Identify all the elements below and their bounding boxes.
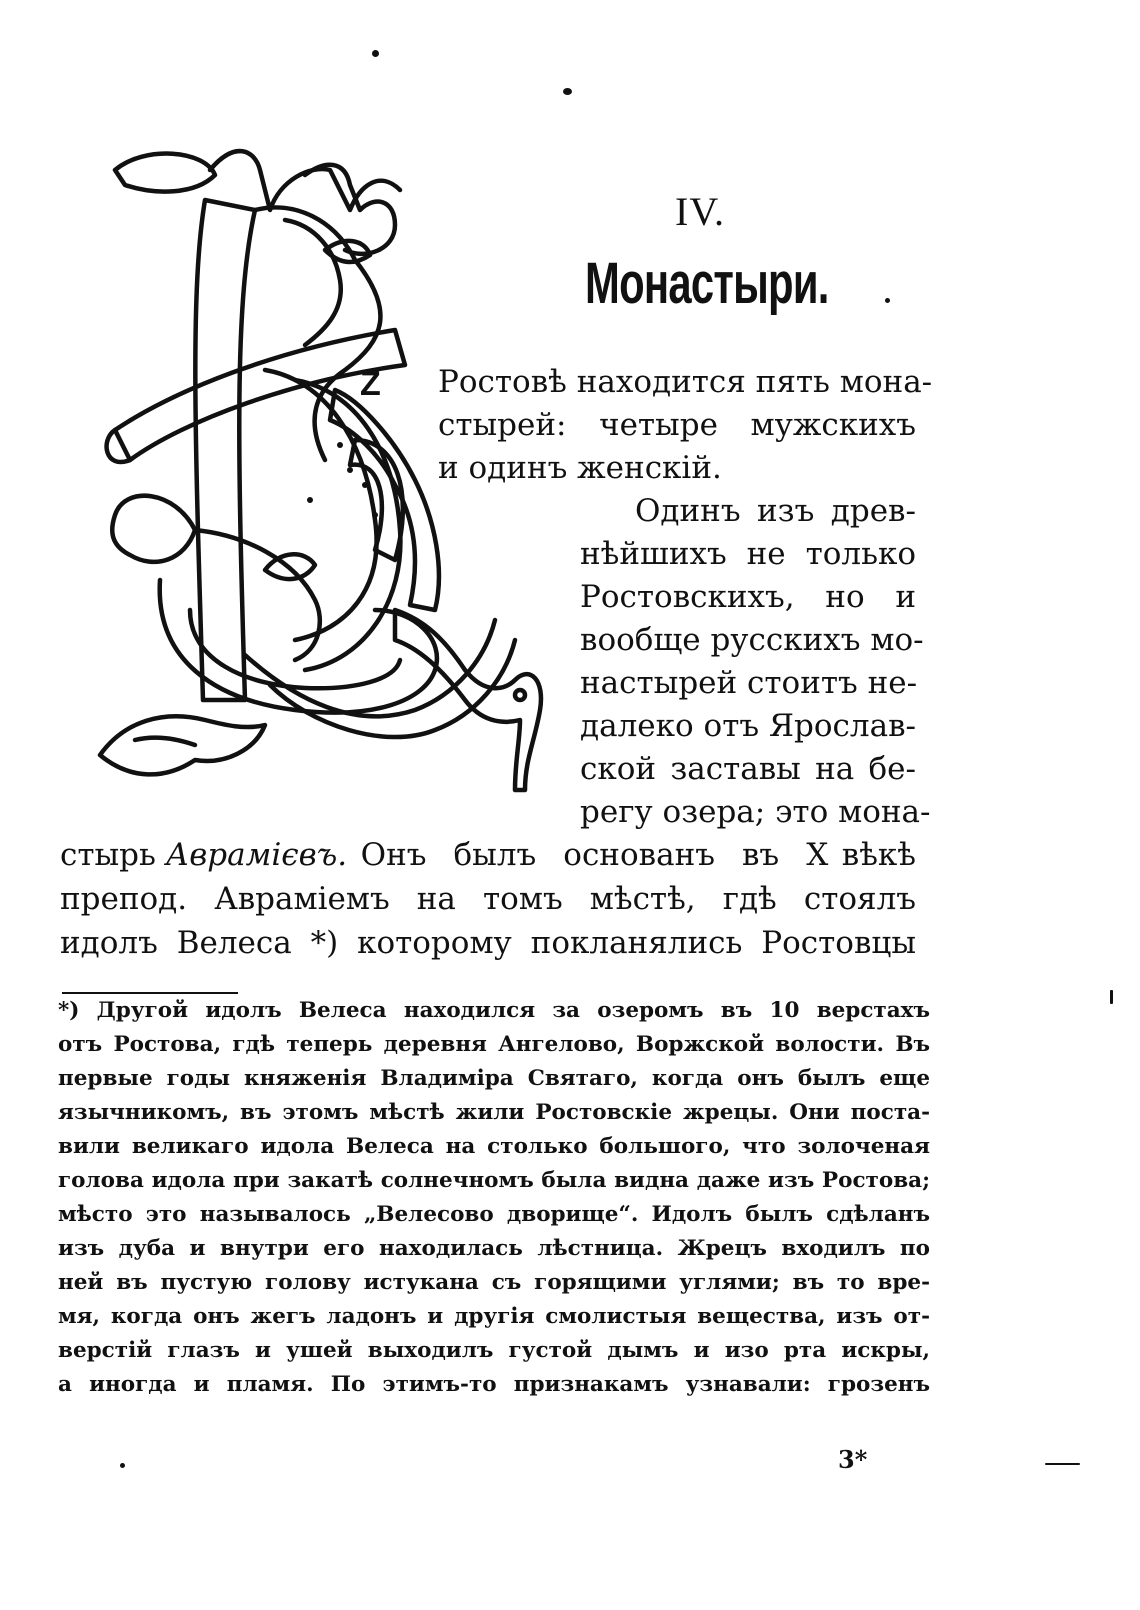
body-line: нѣйшихъ не только [580,536,916,572]
footnote-line: мѣсто это называлось „Велесово дворище“. Идолъ былъ сдѣланъ [58,1202,930,1227]
footnote-line: верстій глазъ и ушей выходилъ густой дымъ и изо рта искры, [58,1338,930,1363]
footnote-line: мя, когда онъ жегъ ладонъ и другія смолистыя вещества, изъ от- [58,1304,930,1329]
footnote-line: вили великаго идола Велеса на столько большого, что золоченая [58,1134,930,1159]
body-line: настырей стоитъ не- [580,665,918,701]
footnote-line: а иногда и пламя. По этимъ-то признакамъ узнавали: грозенъ [58,1372,930,1397]
scan-speck [120,1463,125,1468]
body-line: и одинъ женскій. [438,450,722,486]
scan-speck [885,298,890,303]
footnote-line: ней въ пустую голову истукана съ горящими углями; въ то вре- [58,1270,930,1295]
footnote-line: изъ дуба и внутри его находилась лѣстница. Жрецъ входилъ по [58,1236,930,1261]
drop-cap-letter: Z [360,365,381,403]
body-line: Ростовѣ находится пять мона- [438,364,933,400]
body-line: вообще русскихъ мо- [580,622,924,658]
body-text-italic: Аврамієвъ. [165,837,348,873]
footnote-line: язычникомъ, въ этомъ мѣстѣ жили Ростовскіе жрецы. Они поста- [58,1100,930,1125]
chapter-number: IV. [675,189,726,234]
body-line: Одинъ изъ древ- [635,493,916,529]
scan-speck [1110,990,1113,1004]
scan-speck [563,88,572,95]
chapter-title: Монастыри. [585,251,829,316]
page-number: 3* [838,1445,868,1474]
footnote-line: отъ Ростова, гдѣ теперь деревня Ангелово, Воржской волости. Въ [58,1032,930,1057]
body-line: регу озера; это мона- [580,794,931,830]
scan-speck [372,50,379,57]
body-text: Онъ былъ основанъ въ X вѣкѣ [347,837,916,873]
footnote-line: первые годы княженія Владиміра Святаго, когда онъ былъ еще [58,1066,930,1091]
body-line: стырей: четыре мужскихъ [438,407,916,443]
body-line: идолъ Велеса *) которому покланялись Ростовцы [60,925,916,961]
footnote-line: голова идола при закатѣ солнечномъ была видна даже изъ Ростова; [58,1168,930,1193]
scan-speck [1045,1463,1080,1465]
footnote-line: *) Другой идолъ Велеса находился за озеромъ въ 10 верстахъ [58,998,930,1023]
body-text: стырь [60,837,166,873]
body-line: Ростовскихъ, но и [580,579,916,615]
body-line: препод. Авраміемъ на томъ мѣстѣ, гдѣ стоялъ [60,881,916,917]
body-line: ской заставы на бе- [580,751,916,787]
footnote-divider [62,992,238,994]
body-line: далеко отъ Ярослав- [580,708,916,744]
body-line [60,837,916,873]
